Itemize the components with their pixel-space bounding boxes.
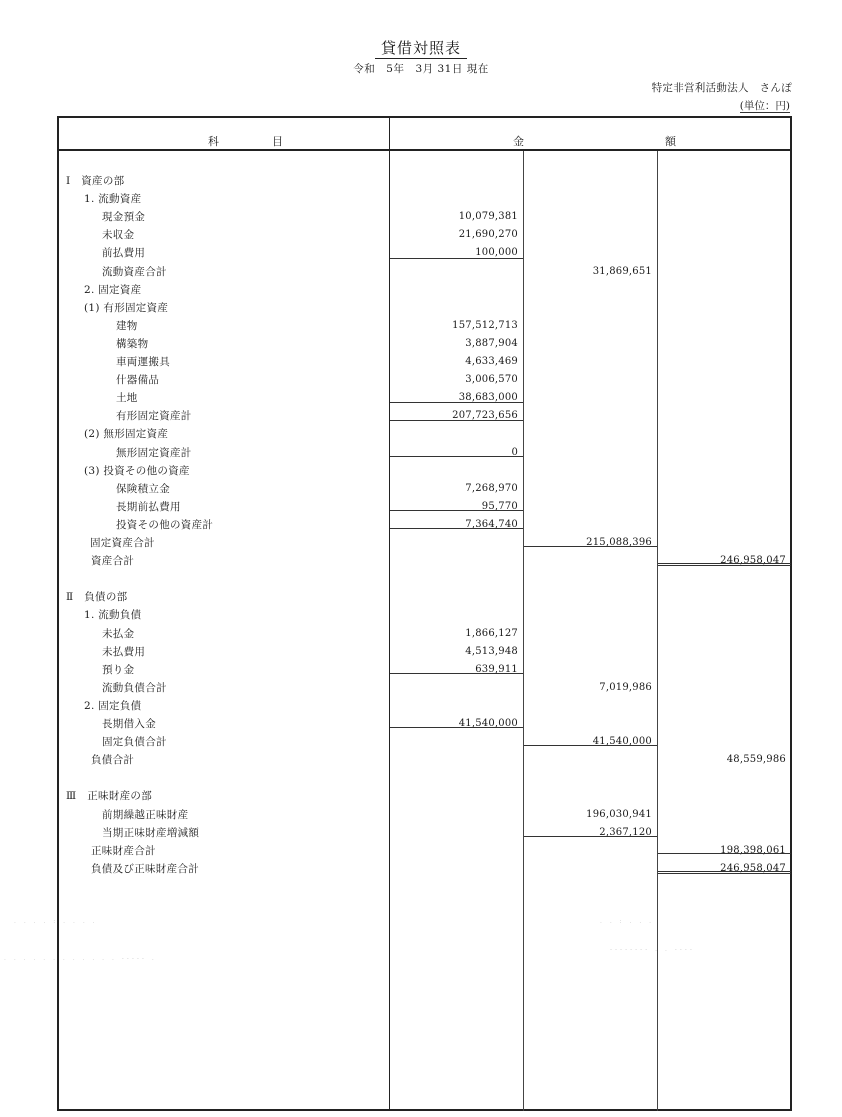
- amount-c2: 31,869,651: [592, 265, 652, 277]
- table-row: [0, 172, 842, 190]
- row-label: (2) 無形固定資産: [84, 428, 169, 441]
- scan-noise: . . . . . . . . . . . . ----- .: [4, 955, 157, 962]
- row-label: 2. 固定資産: [84, 283, 142, 296]
- row-label: Ⅲ 正味財産の部: [66, 790, 153, 803]
- table-row: [0, 787, 842, 805]
- row-label: 預り金: [102, 663, 135, 676]
- row-label: 現金預金: [102, 211, 146, 224]
- amount-c1: 21,690,270: [458, 229, 518, 241]
- row-label: 固定資産合計: [90, 537, 155, 549]
- row-label: 流動資産合計: [102, 265, 167, 278]
- amount-c1: 4,633,469: [465, 356, 518, 367]
- table-row: [0, 661, 842, 679]
- amount-c3: 198,398,061: [720, 844, 786, 856]
- table-row: [0, 498, 842, 516]
- amount-c2: 2,367,120: [599, 826, 652, 838]
- amount-c1: 7,268,970: [465, 482, 518, 494]
- row-label: 什器備品: [116, 374, 160, 387]
- amount-c1: 41,540,000: [458, 718, 518, 729]
- subtotal-rule: [390, 528, 523, 529]
- table-row: [0, 534, 842, 552]
- row-label: 流動負債合計: [102, 681, 167, 694]
- row-label: 前期繰越正味財産: [102, 808, 189, 821]
- row-label: 有形固定資産計: [116, 410, 192, 423]
- amount-c2: 41,540,000: [592, 736, 652, 748]
- row-label: 未払費用: [102, 645, 146, 658]
- subtotal-rule: [524, 546, 657, 547]
- header-amount-1: 金: [513, 135, 524, 148]
- amount-c1: 207,723,656: [452, 410, 518, 422]
- amount-c1: 0: [511, 446, 518, 458]
- row-label: 保険積立金: [116, 482, 170, 495]
- table-row: [0, 715, 842, 733]
- scan-noise: . . : . . .: [600, 918, 655, 925]
- row-label: 1. 流動資産: [84, 193, 142, 206]
- header-subject-2: 目: [272, 135, 283, 148]
- header-subject-1: 科: [208, 135, 219, 148]
- row-label: Ⅰ 資産の部: [66, 175, 125, 187]
- table-row: [0, 679, 842, 697]
- table-row: [0, 444, 842, 462]
- row-label: 未払金: [102, 627, 135, 640]
- row-label: Ⅱ 負債の部: [66, 591, 128, 604]
- table-row: [0, 570, 842, 588]
- table-row: [0, 552, 842, 570]
- table-row: [0, 317, 842, 335]
- table-row: [0, 824, 842, 842]
- subtotal-rule: [390, 420, 523, 421]
- amount-c1: 1,866,127: [465, 627, 518, 639]
- table-row: [0, 190, 842, 208]
- table-row: [0, 371, 842, 389]
- row-label: 固定負債合計: [102, 736, 167, 749]
- total-double-rule: [658, 563, 791, 566]
- row-label: 建物: [116, 319, 138, 332]
- table-row: [0, 462, 842, 480]
- amount-c1: 10,079,381: [458, 211, 518, 223]
- row-label: 土地: [116, 392, 138, 405]
- amount-c2: 215,088,396: [586, 537, 652, 548]
- table-row: [0, 407, 842, 425]
- subtotal-rule: [390, 258, 523, 259]
- document-title: 貸借対照表: [0, 37, 842, 58]
- subtotal-rule: [524, 836, 657, 837]
- subtotal-rule: [390, 673, 523, 674]
- subtotal-rule: [658, 853, 791, 854]
- currency-unit: (単位：円): [739, 100, 790, 112]
- table-row: [0, 263, 842, 281]
- amount-c2: 196,030,941: [586, 808, 652, 820]
- table-row: [0, 697, 842, 715]
- subtotal-rule: [390, 402, 523, 403]
- amount-c2: 7,019,986: [599, 681, 652, 693]
- header-divider: [57, 149, 792, 151]
- row-label: 2. 固定負債: [84, 699, 142, 712]
- amount-c1: 157,512,713: [452, 319, 518, 331]
- amount-c1: 3,006,570: [465, 374, 518, 386]
- table-row: [0, 625, 842, 643]
- table-row: [0, 281, 842, 299]
- table-row: [0, 244, 842, 262]
- organization-name: 特定非営利活動法人 さんぽ: [651, 82, 792, 94]
- row-label: 正味財産合計: [91, 844, 156, 857]
- total-double-rule: [658, 871, 791, 874]
- amount-c1: 3,887,904: [465, 337, 518, 349]
- row-label: 投資その他の資産計: [116, 518, 214, 531]
- row-label: 未収金: [102, 229, 135, 242]
- scan-noise: -------- . . ----: [610, 946, 695, 953]
- table-row: [0, 733, 842, 751]
- amount-c3: 246,958,047: [720, 555, 786, 567]
- row-label: 負債合計: [91, 754, 135, 767]
- table-row: [0, 643, 842, 661]
- table-row: [0, 769, 842, 787]
- subtotal-rule: [390, 727, 523, 728]
- amount-c1: 639,911: [475, 663, 518, 675]
- table-row: [0, 335, 842, 353]
- row-label: 前払費用: [102, 247, 146, 260]
- amount-c1: 95,770: [481, 500, 518, 512]
- row-label: 資産合計: [91, 555, 135, 568]
- table-row: [0, 353, 842, 371]
- row-label: 1. 流動負債: [84, 609, 142, 622]
- table-row: [0, 606, 842, 624]
- header-amount-2: 額: [665, 135, 676, 148]
- row-label: 無形固定資産計: [116, 446, 192, 459]
- table-row: [0, 389, 842, 407]
- table-row: [0, 208, 842, 226]
- table-row: [0, 516, 842, 534]
- table-row: [0, 751, 842, 769]
- amount-c3: 246,958,047: [720, 862, 786, 874]
- amount-c1: 100,000: [475, 247, 518, 259]
- row-label: 長期前払費用: [116, 500, 181, 513]
- subtotal-rule: [390, 456, 523, 457]
- table-row: [0, 842, 842, 860]
- row-label: (3) 投資その他の資産: [84, 464, 190, 477]
- table-row: [0, 299, 842, 317]
- subtotal-rule: [524, 745, 657, 746]
- row-label: 構築物: [116, 337, 149, 350]
- table-row: [0, 480, 842, 498]
- table-row: [0, 588, 842, 606]
- scan-noise: . . . . : . . . .: [14, 918, 98, 925]
- table-row: [0, 425, 842, 443]
- table-row: [0, 860, 842, 878]
- row-label: 負債及び正味財産合計: [91, 862, 199, 875]
- amount-c3: 48,559,986: [726, 754, 786, 766]
- as-of-date: 令和 5年 3月 31日 現在: [353, 63, 489, 75]
- subtotal-rule: [390, 510, 523, 511]
- row-label: 当期正味財産増減額: [102, 826, 200, 839]
- table-row: [0, 226, 842, 244]
- amount-c1: 7,364,740: [465, 518, 518, 530]
- table-row: [0, 806, 842, 824]
- amount-c1: 4,513,948: [465, 645, 518, 657]
- amount-c1: 38,683,000: [458, 392, 518, 404]
- row-label: 長期借入金: [102, 718, 156, 730]
- row-label: (1) 有形固定資産: [84, 301, 169, 314]
- row-label: 車両運搬具: [116, 356, 170, 368]
